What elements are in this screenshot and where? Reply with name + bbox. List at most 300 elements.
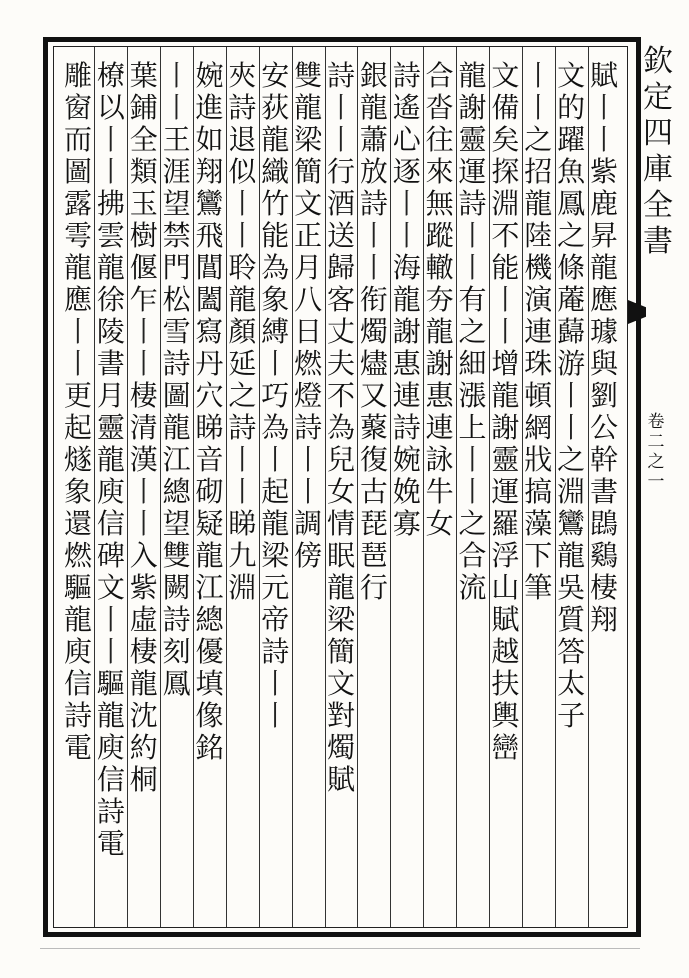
text-char: 有 xyxy=(458,283,487,316)
text-char: 碑 xyxy=(96,539,125,572)
title-char: 欽 xyxy=(643,44,673,79)
text-char: 丨 xyxy=(294,475,323,508)
text-char: 荻 xyxy=(261,91,290,124)
text-char: 龍 xyxy=(557,539,586,572)
text-char: 丨 xyxy=(162,91,191,124)
text-column xyxy=(391,60,423,540)
text-char: 月 xyxy=(96,379,125,412)
text-char: 陵 xyxy=(96,315,125,348)
text-char: 丨 xyxy=(491,315,520,348)
text-char: 文 xyxy=(294,187,323,220)
text-char: 放 xyxy=(359,155,388,188)
text-char: 越 xyxy=(491,635,520,668)
text-char: 詩 xyxy=(392,411,421,444)
text-char: 簡 xyxy=(326,635,355,668)
text-char: 衔 xyxy=(359,283,388,316)
text-char: 戕 xyxy=(524,443,553,476)
text-char: 運 xyxy=(491,475,520,508)
text-char: 龍 xyxy=(63,603,92,636)
text-char: 丨 xyxy=(589,123,618,156)
volume-char: 二 xyxy=(647,432,665,452)
text-char: 睇 xyxy=(195,411,224,444)
text-char: 丨 xyxy=(524,59,553,92)
text-char: 刻 xyxy=(162,635,191,668)
text-char: 謝 xyxy=(425,347,454,380)
text-char: 與 xyxy=(589,347,618,380)
margin-book-title xyxy=(634,44,682,260)
text-char: 丨 xyxy=(557,379,586,412)
text-char: 月 xyxy=(294,251,323,284)
text-char: 寫 xyxy=(195,315,224,348)
text-char: 還 xyxy=(63,507,92,540)
text-char: 填 xyxy=(195,667,224,700)
text-char: 劉 xyxy=(589,379,618,412)
text-char: 起 xyxy=(63,411,92,444)
text-char: 下 xyxy=(524,539,553,572)
text-column xyxy=(424,60,456,540)
text-char: 子 xyxy=(557,699,586,732)
volume-char: 卷 xyxy=(647,412,665,432)
text-char: 燼 xyxy=(359,347,388,380)
text-char: 葉 xyxy=(129,59,158,92)
title-char: 全 xyxy=(643,188,673,223)
text-char: 望 xyxy=(162,187,191,220)
text-column xyxy=(457,60,489,604)
text-char: 謝 xyxy=(491,411,520,444)
text-char: 丨 xyxy=(228,475,257,508)
text-char: 桐 xyxy=(129,763,158,796)
text-char: 丨 xyxy=(458,219,487,252)
text-char: 丨 xyxy=(96,635,125,668)
text-char: 漲 xyxy=(458,379,487,412)
text-char: 帝 xyxy=(261,603,290,636)
text-char: 對 xyxy=(326,699,355,732)
text-char: 搞 xyxy=(524,475,553,508)
text-char: 闕 xyxy=(162,571,191,604)
text-char: 淵 xyxy=(228,571,257,604)
text-column xyxy=(226,60,258,604)
text-char: 賦 xyxy=(491,603,520,636)
text-char: 躍 xyxy=(557,123,586,156)
margin-volume-label xyxy=(646,412,666,492)
text-char: 行 xyxy=(359,571,388,604)
text-char: 賦 xyxy=(589,59,618,92)
text-char: 詩 xyxy=(162,603,191,636)
text-char: 無 xyxy=(425,187,454,220)
title-char: 四 xyxy=(643,116,673,151)
text-char: 女 xyxy=(425,507,454,540)
text-char: 酒 xyxy=(326,187,355,220)
text-char: 謝 xyxy=(392,315,421,348)
text-char: 望 xyxy=(162,507,191,540)
text-char: 增 xyxy=(491,347,520,380)
text-char: 翔 xyxy=(195,155,224,188)
text-char: 之 xyxy=(557,219,586,252)
text-column xyxy=(259,60,291,732)
text-char: 日 xyxy=(294,315,323,348)
text-char: 細 xyxy=(458,347,487,380)
text-char: 進 xyxy=(195,91,224,124)
text-char: 應 xyxy=(589,283,618,316)
text-char: 賦 xyxy=(326,763,355,796)
text-char: 雕 xyxy=(63,59,92,92)
text-char: 眠 xyxy=(326,539,355,572)
text-char: 琵 xyxy=(359,507,388,540)
text-column xyxy=(161,60,193,700)
text-char: 網 xyxy=(524,411,553,444)
text-char: 龍 xyxy=(228,283,257,316)
text-char: 合 xyxy=(458,539,487,572)
text-char: 丨 xyxy=(261,699,290,732)
text-char: 徐 xyxy=(96,283,125,316)
text-char: 門 xyxy=(162,251,191,284)
text-char: 退 xyxy=(228,123,257,156)
text-char: 丨 xyxy=(129,315,158,348)
text-char: 禁 xyxy=(162,219,191,252)
text-char: 丨 xyxy=(261,667,290,700)
text-char: 婉 xyxy=(392,443,421,476)
text-char: 惠 xyxy=(425,379,454,412)
text-char: 的 xyxy=(557,91,586,124)
text-char: 顏 xyxy=(228,315,257,348)
text-char: 庾 xyxy=(96,475,125,508)
text-char: 疑 xyxy=(195,507,224,540)
text-char: 幹 xyxy=(589,443,618,476)
text-char: 橑 xyxy=(96,59,125,92)
text-char: 書 xyxy=(96,347,125,380)
text-char: 婉 xyxy=(195,59,224,92)
text-char: 詩 xyxy=(359,187,388,220)
text-char: 丨 xyxy=(228,443,257,476)
text-char: 龍 xyxy=(261,123,290,156)
text-char: 信 xyxy=(63,667,92,700)
text-char: 昇 xyxy=(589,219,618,252)
volume-char: 一 xyxy=(647,472,665,492)
text-char: 偃 xyxy=(129,251,158,284)
text-char: 為 xyxy=(261,251,290,284)
text-char: 上 xyxy=(458,411,487,444)
text-char: 靈 xyxy=(491,443,520,476)
fish-tail-mark-icon xyxy=(628,300,646,324)
text-char: 詩 xyxy=(228,91,257,124)
text-char: 龍 xyxy=(294,91,323,124)
text-char: 機 xyxy=(524,251,553,284)
text-char: 棲 xyxy=(129,379,158,412)
text-char: 吳 xyxy=(557,571,586,604)
text-char: 丨 xyxy=(392,219,421,252)
text-char: 江 xyxy=(162,443,191,476)
text-char: 詩 xyxy=(228,411,257,444)
text-char: 詩 xyxy=(458,187,487,220)
text-char: 鹿 xyxy=(589,187,618,220)
text-char: 露 xyxy=(63,187,92,220)
text-char: 之 xyxy=(458,315,487,348)
text-char: 延 xyxy=(228,347,257,380)
text-char: 陸 xyxy=(524,219,553,252)
text-char: 琶 xyxy=(359,539,388,572)
text-char: 丨 xyxy=(129,507,158,540)
text-char: 合 xyxy=(425,59,454,92)
text-char: 雙 xyxy=(162,539,191,572)
volume-char: 之 xyxy=(647,452,665,472)
text-char: 清 xyxy=(129,411,158,444)
text-column xyxy=(325,60,357,796)
text-char: 元 xyxy=(261,571,290,604)
text-char: 丨 xyxy=(294,443,323,476)
text-char: 燧 xyxy=(63,443,92,476)
text-char: 龍 xyxy=(425,315,454,348)
text-char: 往 xyxy=(425,123,454,156)
text-char: 安 xyxy=(261,59,290,92)
text-char: 雪 xyxy=(162,315,191,348)
text-char: 浮 xyxy=(491,539,520,572)
text-char: 筆 xyxy=(524,571,553,604)
text-char: 魚 xyxy=(557,155,586,188)
text-char: 淵 xyxy=(491,187,520,220)
text-char: 鸞 xyxy=(557,507,586,540)
text-char: 連 xyxy=(425,411,454,444)
text-char: 歸 xyxy=(326,251,355,284)
title-char: 庫 xyxy=(643,152,673,187)
text-char: 文 xyxy=(326,667,355,700)
text-char: 游 xyxy=(557,347,586,380)
text-char: 虛 xyxy=(129,603,158,636)
text-char: 詩 xyxy=(162,347,191,380)
text-char: 文 xyxy=(557,59,586,92)
title-char: 書 xyxy=(643,224,673,259)
text-char: 鳳 xyxy=(557,187,586,220)
text-char: 圖 xyxy=(162,379,191,412)
text-char: 丨 xyxy=(557,411,586,444)
text-char: 閶 xyxy=(195,251,224,284)
text-char: 庾 xyxy=(63,635,92,668)
text-char: 靈 xyxy=(458,123,487,156)
text-char: 丨 xyxy=(63,347,92,380)
text-char: 詩 xyxy=(326,59,355,92)
text-char: 羅 xyxy=(491,507,520,540)
text-char: 龍 xyxy=(326,571,355,604)
text-char: 文 xyxy=(96,571,125,604)
text-char: 驅 xyxy=(96,667,125,700)
text-char: 丈 xyxy=(326,315,355,348)
text-char: 龍 xyxy=(63,251,92,284)
text-char: 翔 xyxy=(589,603,618,636)
text-char: 象 xyxy=(261,283,290,316)
text-char: 龍 xyxy=(458,59,487,92)
text-column xyxy=(588,60,620,636)
text-char: 全 xyxy=(129,123,158,156)
text-char: 龍 xyxy=(261,507,290,540)
text-char: 織 xyxy=(261,155,290,188)
text-char: 沓 xyxy=(425,91,454,124)
text-char: 棲 xyxy=(589,571,618,604)
text-char: 能 xyxy=(261,219,290,252)
text-char: 龍 xyxy=(129,667,158,700)
text-char: 丨 xyxy=(63,315,92,348)
text-char: 約 xyxy=(129,731,158,764)
text-char: 江 xyxy=(195,571,224,604)
text-char: 丨 xyxy=(392,187,421,220)
text-char: 龍 xyxy=(195,539,224,572)
text-char: 龍 xyxy=(589,251,618,284)
text-char: 調 xyxy=(294,507,323,540)
text-char: 驅 xyxy=(63,571,92,604)
text-char: 書 xyxy=(589,475,618,508)
text-char: 蓭 xyxy=(557,283,586,316)
text-char: 為 xyxy=(326,411,355,444)
text-char: 紫 xyxy=(589,155,618,188)
text-char: 矣 xyxy=(491,123,520,156)
title-char: 定 xyxy=(643,80,673,115)
text-char: 丨 xyxy=(458,443,487,476)
text-char: 巧 xyxy=(261,379,290,412)
text-char: 涯 xyxy=(162,155,191,188)
text-char: 丨 xyxy=(359,251,388,284)
text-char: 備 xyxy=(491,91,520,124)
text-column xyxy=(522,60,554,604)
text-char: 龍 xyxy=(96,251,125,284)
text-char: 紫 xyxy=(129,571,158,604)
text-char: 簡 xyxy=(294,155,323,188)
text-char: 輿 xyxy=(491,699,520,732)
text-char: 謝 xyxy=(458,91,487,124)
text-char: 詠 xyxy=(425,443,454,476)
text-char: 探 xyxy=(491,155,520,188)
text-char: 松 xyxy=(162,283,191,316)
text-char: 寡 xyxy=(392,507,421,540)
text-column xyxy=(62,60,94,764)
text-char: 丨 xyxy=(524,91,553,124)
text-char: 丨 xyxy=(162,59,191,92)
text-char: 來 xyxy=(425,155,454,188)
text-char: 應 xyxy=(63,283,92,316)
text-char: 丨 xyxy=(261,347,290,380)
text-char: 砌 xyxy=(195,475,224,508)
text-char: 女 xyxy=(326,475,355,508)
text-char: 棲 xyxy=(129,635,158,668)
text-char: 丨 xyxy=(458,251,487,284)
text-char: 正 xyxy=(294,219,323,252)
text-char: 龍 xyxy=(524,187,553,220)
text-char: 之 xyxy=(228,379,257,412)
text-char: 詩 xyxy=(261,635,290,668)
text-char: 答 xyxy=(557,635,586,668)
text-char: 送 xyxy=(326,219,355,252)
text-char: 藂 xyxy=(359,411,388,444)
text-char: 八 xyxy=(294,283,323,316)
text-char: 丨 xyxy=(96,603,125,636)
text-char: 藻 xyxy=(524,507,553,540)
text-char: 詩 xyxy=(294,411,323,444)
text-char: 鋪 xyxy=(129,91,158,124)
text-char: 丨 xyxy=(129,347,158,380)
text-char: 丨 xyxy=(261,443,290,476)
text-char: 文 xyxy=(491,59,520,92)
text-char: 珠 xyxy=(524,347,553,380)
text-char: 如 xyxy=(195,123,224,156)
text-char: 蘬 xyxy=(557,315,586,348)
text-char: 質 xyxy=(557,603,586,636)
text-column xyxy=(358,60,390,604)
text-char: 之 xyxy=(524,123,553,156)
text-char: 燭 xyxy=(359,315,388,348)
text-char: 圖 xyxy=(63,155,92,188)
text-char: 而 xyxy=(63,123,92,156)
text-char: 漢 xyxy=(129,443,158,476)
text-column xyxy=(555,60,587,732)
text-char: 古 xyxy=(359,475,388,508)
text-char: 梁 xyxy=(294,123,323,156)
text-char: 扶 xyxy=(491,667,520,700)
text-char: 像 xyxy=(195,699,224,732)
text-char: 淵 xyxy=(557,475,586,508)
text-char: 行 xyxy=(326,155,355,188)
text-char: 流 xyxy=(458,571,487,604)
text-char: 丨 xyxy=(96,123,125,156)
text-char: 以 xyxy=(96,91,125,124)
text-char: 心 xyxy=(392,123,421,156)
text-char: 頓 xyxy=(524,379,553,412)
text-char: 乍 xyxy=(129,283,158,316)
text-char: 電 xyxy=(63,731,92,764)
text-char: 龍 xyxy=(162,411,191,444)
text-char: 詩 xyxy=(63,699,92,732)
text-char: 不 xyxy=(326,379,355,412)
text-char: 詩 xyxy=(96,795,125,828)
text-column xyxy=(292,60,324,572)
text-char: 轍 xyxy=(425,251,454,284)
text-char: 招 xyxy=(524,155,553,188)
text-char: 燭 xyxy=(326,731,355,764)
text-char: 鳳 xyxy=(162,667,191,700)
text-char: 丨 xyxy=(589,91,618,124)
text-char: 燃 xyxy=(63,539,92,572)
text-char: 運 xyxy=(458,155,487,188)
text-char: 丨 xyxy=(326,91,355,124)
text-char: 太 xyxy=(557,667,586,700)
text-char: 總 xyxy=(195,603,224,636)
text-char: 鵾 xyxy=(589,507,618,540)
text-char: 能 xyxy=(491,251,520,284)
text-char: 丨 xyxy=(228,187,257,220)
text-char: 鷄 xyxy=(589,539,618,572)
text-char: 復 xyxy=(359,443,388,476)
text-column xyxy=(128,60,160,796)
text-char: 九 xyxy=(228,539,257,572)
text-char: 龍 xyxy=(491,379,520,412)
text-char: 總 xyxy=(162,475,191,508)
text-char: 龍 xyxy=(96,443,125,476)
text-char: 龍 xyxy=(359,91,388,124)
text-char: 似 xyxy=(228,155,257,188)
text-char: 燃 xyxy=(294,347,323,380)
text-char: 之 xyxy=(557,443,586,476)
text-char: 睇 xyxy=(228,507,257,540)
text-char: 入 xyxy=(129,539,158,572)
text-char: 拂 xyxy=(96,187,125,220)
text-char: 蹤 xyxy=(425,219,454,252)
text-char: 銀 xyxy=(359,59,388,92)
text-char: 牛 xyxy=(425,475,454,508)
scan-line xyxy=(40,948,640,949)
text-char: 丨 xyxy=(129,475,158,508)
text-char: 信 xyxy=(96,763,125,796)
text-char: 夾 xyxy=(228,59,257,92)
text-char: 逐 xyxy=(392,155,421,188)
text-column xyxy=(95,60,127,860)
text-char: 遙 xyxy=(392,91,421,124)
text-char: 靈 xyxy=(96,411,125,444)
